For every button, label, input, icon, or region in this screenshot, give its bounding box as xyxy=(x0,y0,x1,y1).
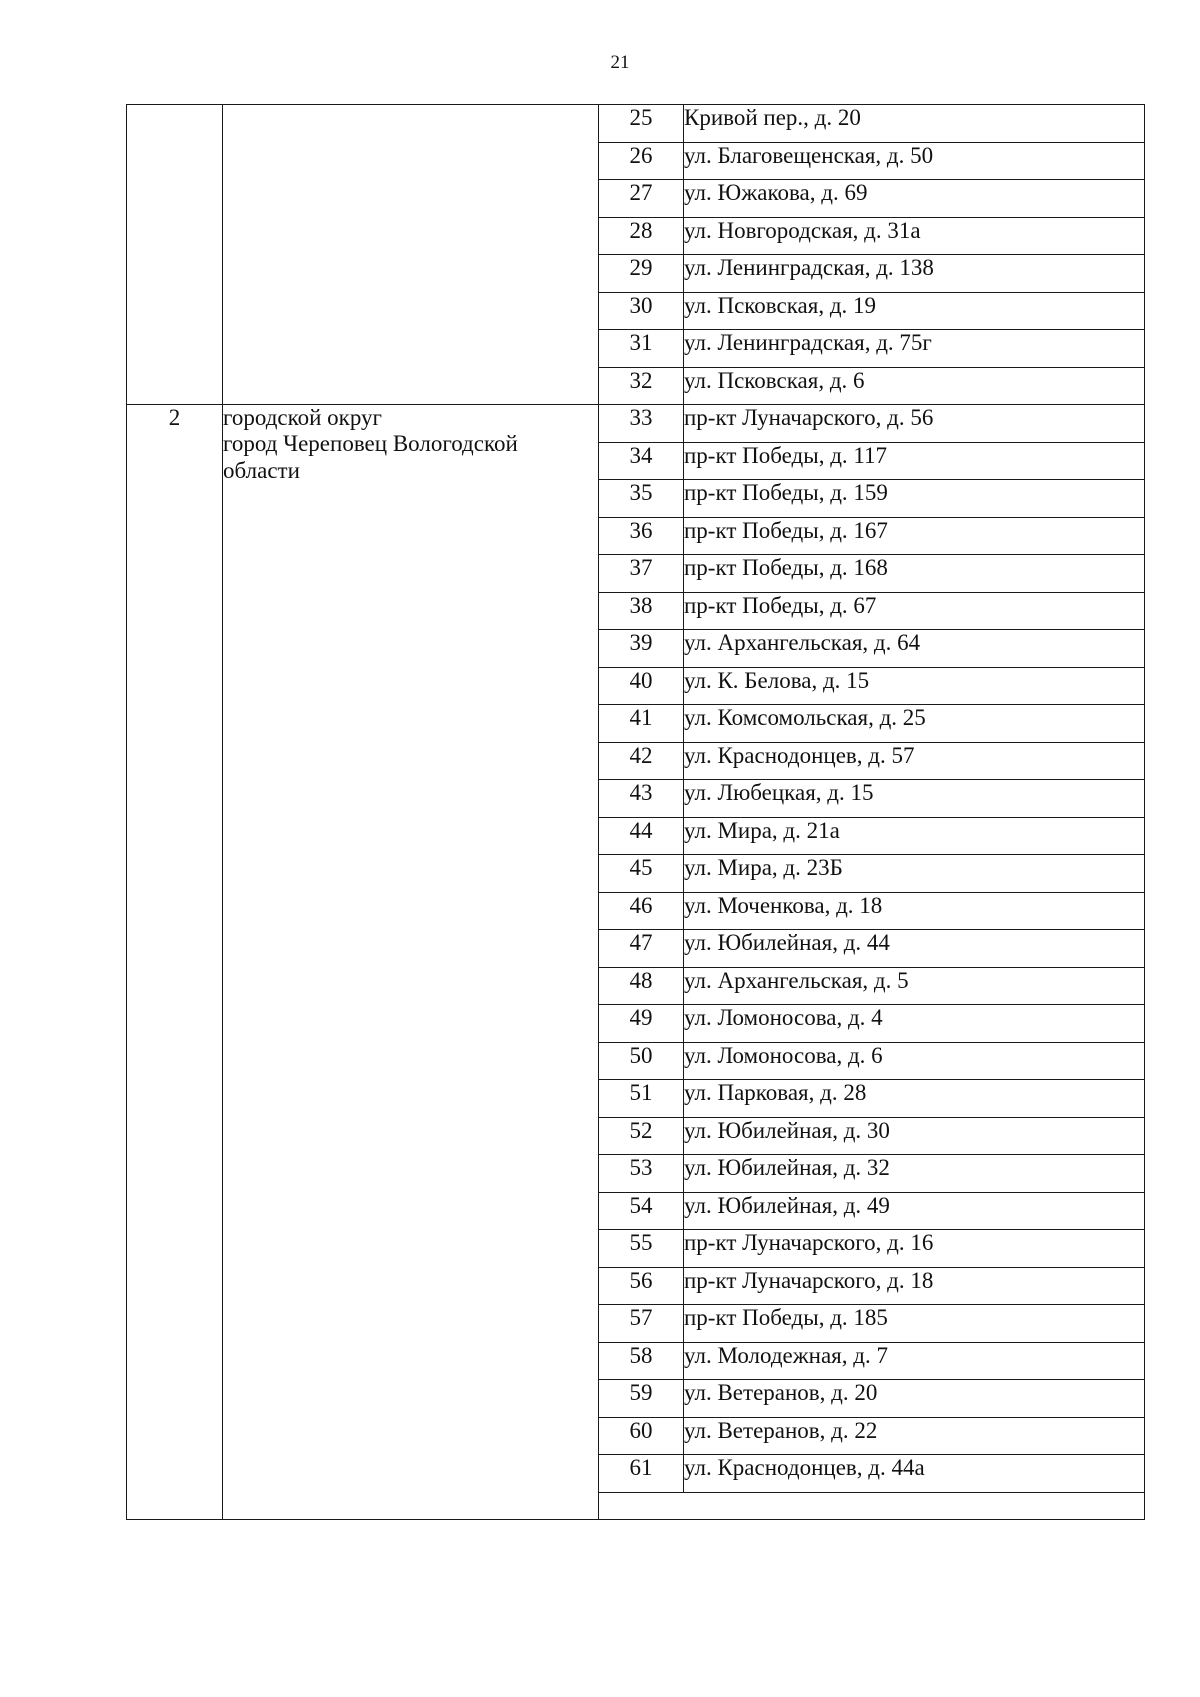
row-number: 56 xyxy=(599,1267,684,1305)
table-row xyxy=(127,105,1145,143)
address-cell: ул. Ветеранов, д. 22 xyxy=(684,1417,1145,1455)
row-number: 39 xyxy=(599,630,684,668)
address-cell: пр-кт Победы, д. 185 xyxy=(684,1305,1145,1343)
address-cell: ул. Молодежная, д. 7 xyxy=(684,1342,1145,1380)
row-number: 38 xyxy=(599,592,684,630)
address-cell: ул. Любецкая, д. 15 xyxy=(684,780,1145,818)
address-cell: ул. Южакова, д. 69 xyxy=(684,180,1145,218)
municipality-name xyxy=(223,105,599,405)
address-cell: ул. Ломоносова, д. 4 xyxy=(684,1005,1145,1043)
address-cell: пр-кт Луначарского, д. 56 xyxy=(684,405,1145,443)
address-cell: ул. Юбилейная, д. 49 xyxy=(684,1192,1145,1230)
row-number: 60 xyxy=(599,1417,684,1455)
row-number: 41 xyxy=(599,705,684,743)
table-spacer-cell xyxy=(599,1492,1145,1519)
address-cell: ул. Мира, д. 21а xyxy=(684,817,1145,855)
address-cell: ул. Мира, д. 23Б xyxy=(684,855,1145,893)
municipality-name xyxy=(223,405,599,1520)
address-cell: ул. К. Белова, д. 15 xyxy=(684,667,1145,705)
address-cell: ул. Благовещенская, д. 50 xyxy=(684,142,1145,180)
address-cell: пр-кт Победы, д. 117 xyxy=(684,442,1145,480)
row-number: 55 xyxy=(599,1230,684,1268)
municipality-name-line: области xyxy=(223,457,300,483)
address-cell: ул. Псковская, д. 6 xyxy=(684,367,1145,405)
address-cell: пр-кт Победы, д. 167 xyxy=(684,517,1145,555)
row-number: 32 xyxy=(599,367,684,405)
address-cell: ул. Новгородская, д. 31а xyxy=(684,217,1145,255)
municipality-name-line: город Череповец Вологодской xyxy=(223,431,518,457)
address-cell: пр-кт Победы, д. 168 xyxy=(684,555,1145,593)
row-number: 49 xyxy=(599,1005,684,1043)
row-number: 42 xyxy=(599,742,684,780)
address-cell: ул. Моченкова, д. 18 xyxy=(684,892,1145,930)
table-row xyxy=(127,405,1145,443)
row-number: 26 xyxy=(599,142,684,180)
row-number: 45 xyxy=(599,855,684,893)
address-cell: пр-кт Победы, д. 67 xyxy=(684,592,1145,630)
row-number: 44 xyxy=(599,817,684,855)
address-cell: ул. Парковая, д. 28 xyxy=(684,1080,1145,1118)
row-number: 52 xyxy=(599,1117,684,1155)
address-cell: ул. Архангельская, д. 64 xyxy=(684,630,1145,668)
row-number: 34 xyxy=(599,442,684,480)
row-number: 25 xyxy=(599,105,684,143)
row-number: 36 xyxy=(599,517,684,555)
address-cell: ул. Псковская, д. 19 xyxy=(684,292,1145,330)
row-number: 50 xyxy=(599,1042,684,1080)
row-number: 48 xyxy=(599,967,684,1005)
row-number: 54 xyxy=(599,1192,684,1230)
row-number: 47 xyxy=(599,930,684,968)
address-table xyxy=(126,104,1145,1520)
address-cell: Кривой пер., д. 20 xyxy=(684,105,1145,143)
row-number: 31 xyxy=(599,330,684,368)
address-cell: ул. Ломоносова, д. 6 xyxy=(684,1042,1145,1080)
row-number: 53 xyxy=(599,1155,684,1193)
group-number: 2 xyxy=(127,405,223,1520)
row-number: 33 xyxy=(599,405,684,443)
row-number: 35 xyxy=(599,480,684,518)
row-number: 43 xyxy=(599,780,684,818)
page-number: 21 xyxy=(610,52,630,73)
address-table-body xyxy=(127,105,1145,1520)
address-cell: ул. Архангельская, д. 5 xyxy=(684,967,1145,1005)
row-number: 58 xyxy=(599,1342,684,1380)
row-number: 59 xyxy=(599,1380,684,1418)
address-cell: пр-кт Луначарского, д. 16 xyxy=(684,1230,1145,1268)
row-number: 46 xyxy=(599,892,684,930)
row-number: 29 xyxy=(599,255,684,293)
row-number: 28 xyxy=(599,217,684,255)
address-cell: ул. Ветеранов, д. 20 xyxy=(684,1380,1145,1418)
row-number: 61 xyxy=(599,1455,684,1493)
address-cell: ул. Краснодонцев, д. 57 xyxy=(684,742,1145,780)
row-number: 30 xyxy=(599,292,684,330)
address-cell: ул. Краснодонцев, д. 44а xyxy=(684,1455,1145,1493)
address-cell: пр-кт Луначарского, д. 18 xyxy=(684,1267,1145,1305)
address-cell: ул. Юбилейная, д. 30 xyxy=(684,1117,1145,1155)
municipality-name-line: городской округ xyxy=(223,405,382,430)
row-number: 40 xyxy=(599,667,684,705)
address-cell: ул. Ленинградская, д. 138 xyxy=(684,255,1145,293)
group-number xyxy=(127,105,223,405)
row-number: 37 xyxy=(599,555,684,593)
row-number: 27 xyxy=(599,180,684,218)
address-cell: ул. Юбилейная, д. 44 xyxy=(684,930,1145,968)
row-number: 51 xyxy=(599,1080,684,1118)
address-cell: ул. Комсомольская, д. 25 xyxy=(684,705,1145,743)
address-cell: пр-кт Победы, д. 159 xyxy=(684,480,1145,518)
address-cell: ул. Юбилейная, д. 32 xyxy=(684,1155,1145,1193)
row-number: 57 xyxy=(599,1305,684,1343)
address-cell: ул. Ленинградская, д. 75г xyxy=(684,330,1145,368)
